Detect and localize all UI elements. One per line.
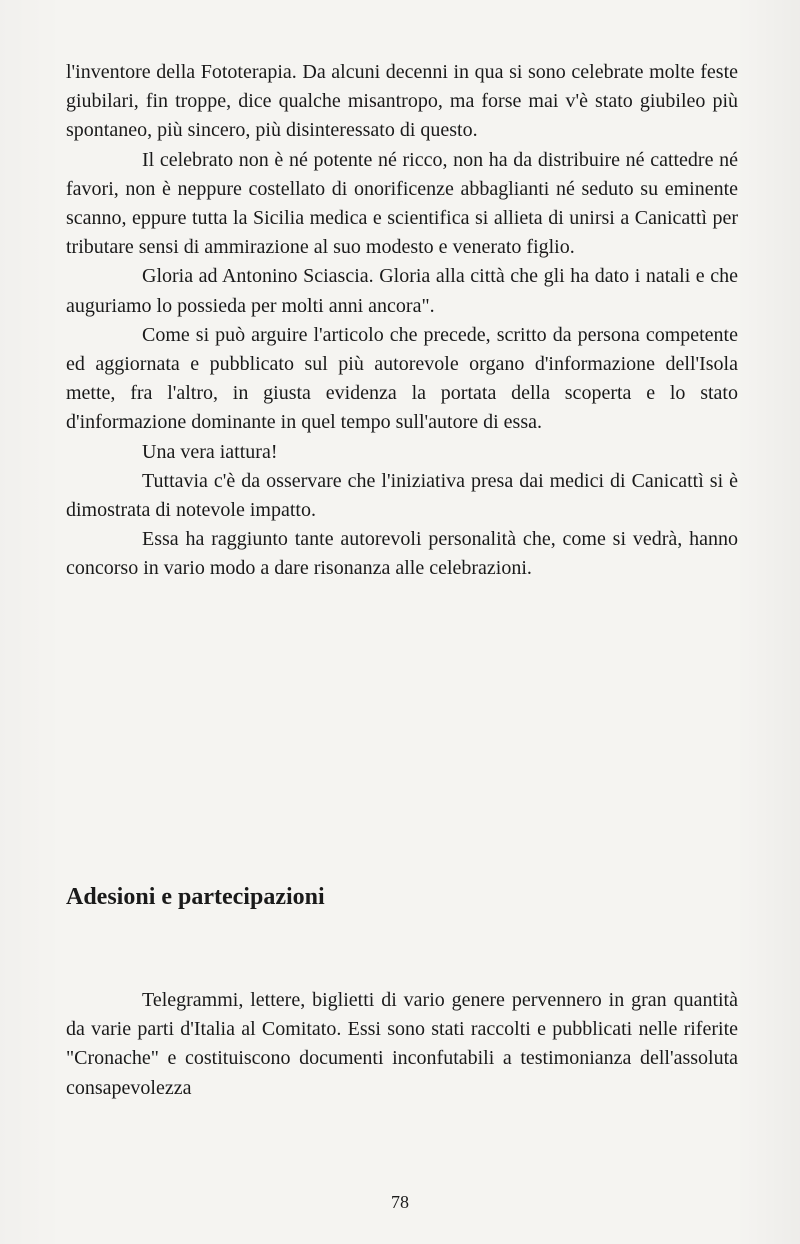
paragraph: Gloria ad Antonino Sciascia. Gloria alla città che gli ha dato i natali e che auguriamo lo possieda per molti anni ancora". — [66, 265, 738, 317]
paragraph-continuation: l'inventore della Fototerapia. Da alcuni decenni in qua si sono celebrate molte feste giubilari, fin troppe, dice qualche misantropo, ma forse mai v'è stato giubileo più spontaneo, più sincero, più disinteressato di questo. — [66, 61, 738, 142]
paragraph: Una vera iattura! — [142, 440, 278, 463]
paragraph: Come si può arguire l'articolo che precede, scritto da persona competente ed aggiornata e pubblicato sul più autorevole organo d'informazione dell'Isola mette, fra l'altro, in giusta evidenza la portata della scoperta e lo stato d'informazione dominante in quel tempo sull'autore di essa. — [66, 323, 738, 434]
paragraph: Tuttavia c'è da osservare che l'iniziativa presa dai medici di Canicattì si è dimostrata di notevole impatto. — [66, 469, 738, 522]
paragraph: Essa ha raggiunto tante autorevoli personalità che, come si vedrà, hanno concorso in vario modo a dare risonanza alle celebrazioni. — [66, 528, 738, 580]
paragraph: Telegrammi, lettere, biglietti di vario genere pervennero in gran quantità da varie parti d'Italia al Comitato. Essi sono stati raccolti e pubblicati nelle riferite "Cronache" e costituiscono documenti inconfutabili a testimonianza dell'assoluta consapevolezza — [66, 989, 738, 1099]
section-text — [66, 986, 738, 1103]
paragraph: Il celebrato non è né potente né ricco, non ha da distribuire né cattedre né favori, non è neppure costellato di onorificenze abbaglianti né seduto su eminente scanno, eppure tutta la Sicilia medica e scientifica si allieta di unirsi a Canicattì per tributare sensi di ammirazione al suo modesto e venerato figlio. — [66, 148, 738, 259]
section-heading: Adesioni e partecipazioni — [66, 884, 325, 910]
main-text — [66, 58, 738, 584]
page-number: 78 — [391, 1192, 409, 1212]
